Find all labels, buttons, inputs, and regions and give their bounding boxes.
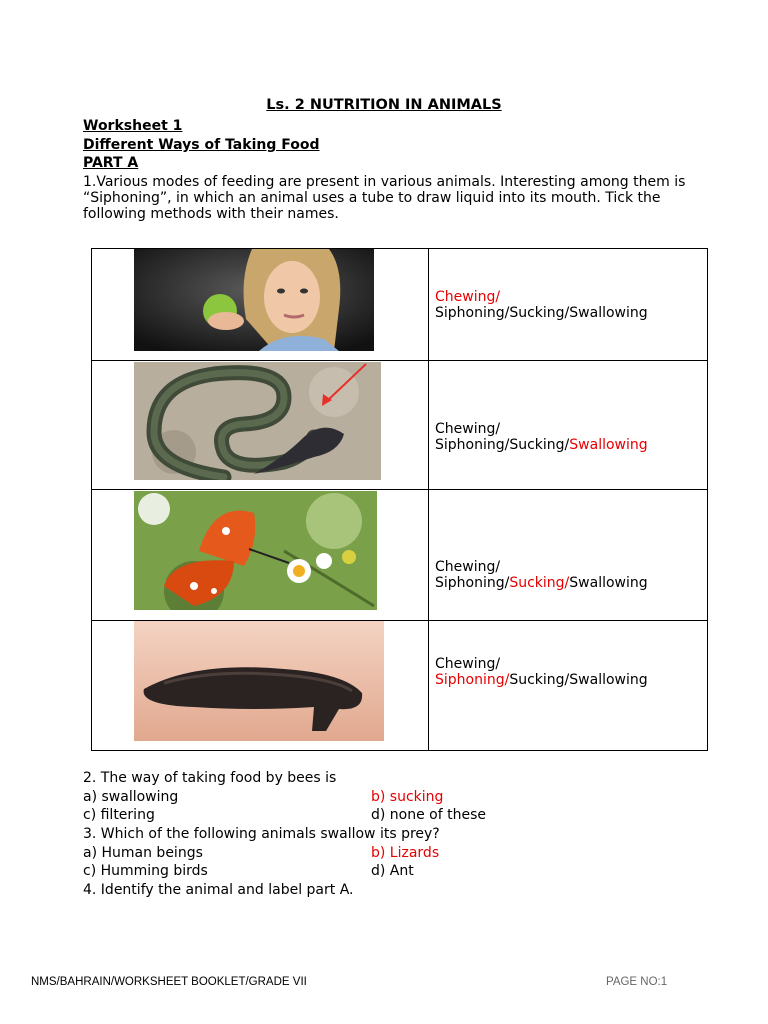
worksheet-heading: Worksheet 1 (83, 118, 183, 134)
option-line-2 (435, 305, 707, 321)
table-row (92, 490, 708, 621)
options-cell (429, 490, 708, 621)
option-chewing[interactable]: Chewing/ (435, 288, 501, 305)
question-3-text: 3. Which of the following animals swallow its prey? (83, 826, 440, 842)
option-sucking[interactable]: Sucking/ (509, 575, 570, 591)
question-2-text: 2. The way of taking food by bees is (83, 770, 337, 786)
footer-page-number: PAGE NO:1 (606, 976, 668, 988)
option-line-1 (435, 421, 707, 437)
options-cell (429, 621, 708, 751)
options-cell (429, 249, 708, 361)
snake-swallowing-fish-image (134, 362, 381, 480)
option-swallowing[interactable]: Swallowing (569, 575, 648, 591)
q3-option-a[interactable]: a) Human beings (83, 845, 203, 861)
q2-option-d[interactable]: d) none of these (371, 807, 487, 823)
option-line-1 (435, 289, 707, 305)
table-row (92, 249, 708, 361)
option-chewing[interactable]: Chewing/ (435, 655, 501, 672)
q2-option-b[interactable]: b) sucking (371, 789, 444, 805)
image-cell (92, 621, 429, 751)
option-sucking[interactable]: Sucking/ (509, 304, 570, 321)
q2-option-c[interactable]: c) filtering (83, 807, 155, 823)
option-siphoning[interactable]: Siphoning/ (435, 671, 510, 688)
image-cell (92, 361, 429, 490)
q3-option-d[interactable]: d) Ant (371, 863, 414, 879)
part-heading: PART A (83, 155, 139, 171)
q3-option-b[interactable]: b) Lizards (371, 845, 440, 861)
question-4-text: 4. Identify the animal and label part A. (83, 882, 354, 898)
options-cell (429, 361, 708, 490)
q3-option-c[interactable]: c) Humming birds (83, 863, 208, 879)
page-title: Ls. 2 NUTRITION IN ANIMALS (266, 97, 502, 113)
table-row (92, 361, 708, 490)
butterfly-on-flower-image (134, 491, 377, 610)
section-subtitle: Different Ways of Taking Food (83, 137, 320, 153)
option-swallowing[interactable]: Swallowing (569, 304, 648, 321)
option-line-1 (435, 559, 707, 575)
leech-image (134, 621, 384, 741)
option-swallowing[interactable]: Swallowing (569, 437, 648, 453)
option-siphoning[interactable]: Siphoning/ (435, 575, 510, 591)
option-swallowing[interactable]: Swallowing (569, 671, 648, 688)
option-sucking[interactable]: Sucking/ (509, 437, 570, 453)
image-cell (92, 249, 429, 361)
q2-option-a[interactable]: a) swallowing (83, 789, 179, 805)
footer-school-info: NMS/BAHRAIN/WORKSHEET BOOKLET/GRADE VII (31, 976, 307, 988)
feeding-methods-table (91, 248, 708, 751)
option-chewing[interactable]: Chewing/ (435, 421, 501, 437)
woman-eating-apple-image (134, 249, 374, 351)
image-cell (92, 490, 429, 621)
option-chewing[interactable]: Chewing/ (435, 559, 501, 575)
option-siphoning[interactable]: Siphoning/ (435, 437, 510, 453)
option-sucking[interactable]: Sucking/ (509, 671, 570, 688)
question-1-text: 1.Various modes of feeding are present in various animals. Interesting among them is “Siphoning”, in which an animal uses a tube to draw liquid into its mouth. Tick the following methods with their names. (83, 174, 686, 222)
option-line-2 (435, 672, 707, 688)
table-row (92, 621, 708, 751)
option-line-1 (435, 656, 707, 672)
option-line-2 (435, 575, 707, 591)
option-line-2 (435, 437, 707, 453)
option-siphoning[interactable]: Siphoning/ (435, 304, 510, 321)
